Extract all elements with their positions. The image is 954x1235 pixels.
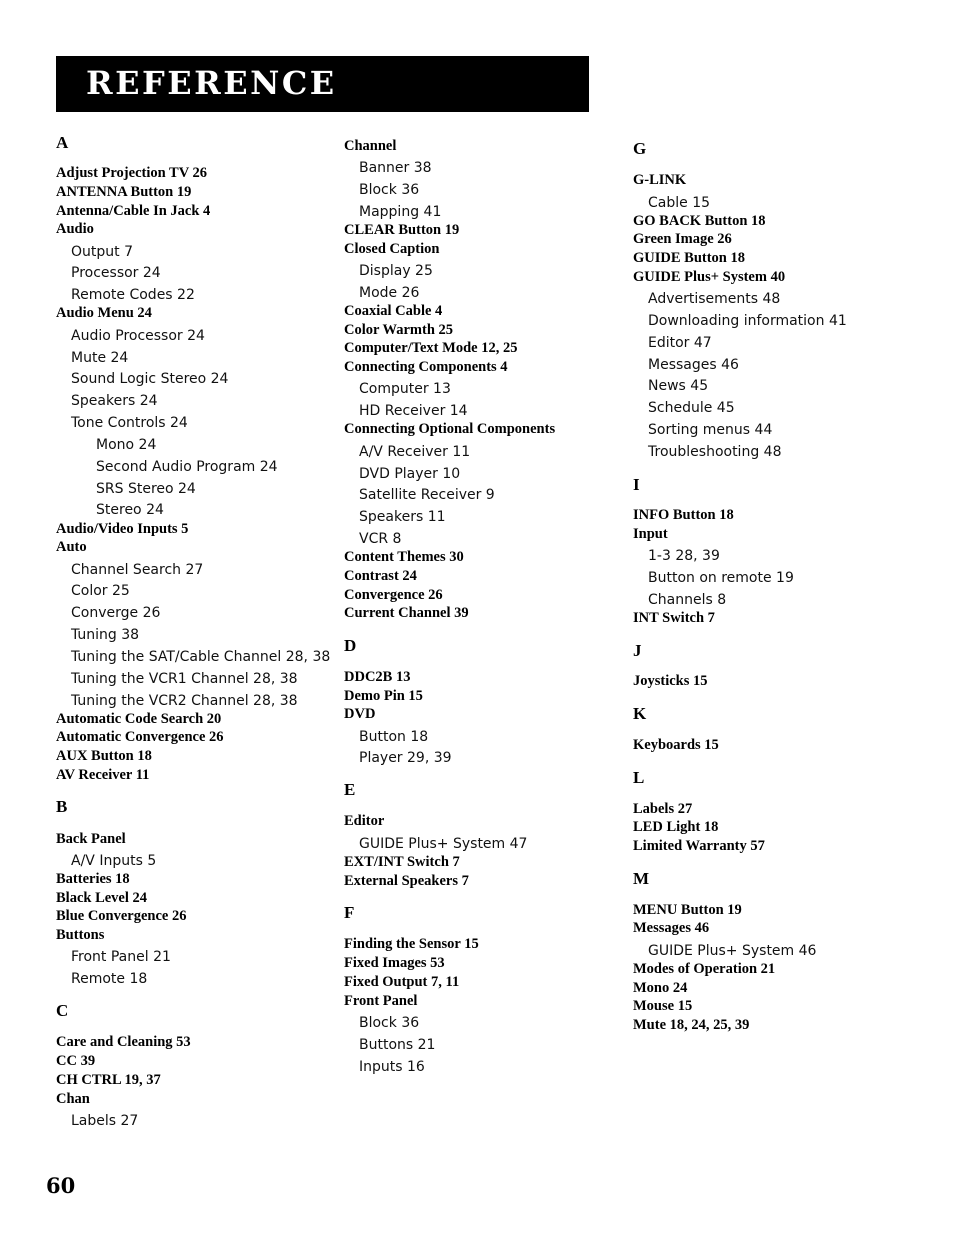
index-entry: INFO Button 18 — [633, 507, 734, 523]
index-entry: Limited Warranty 57 — [633, 838, 765, 854]
section-letter: I — [633, 475, 640, 494]
index-subentry: Tone Controls 24 — [71, 415, 188, 431]
section-letter: J — [633, 641, 642, 660]
index-entry: AUX Button 18 — [56, 748, 152, 764]
index-subentry: Remote 18 — [71, 971, 148, 987]
index-entry: CC 39 — [56, 1053, 96, 1069]
index-entry: MENU Button 19 — [633, 902, 742, 918]
index-subentry: Mode 26 — [359, 285, 420, 301]
index-subentry: Troubleshooting 48 — [648, 444, 782, 460]
index-entry: Green Image 26 — [633, 231, 732, 247]
index-subentry: News 45 — [648, 378, 709, 394]
index-subentry: Computer 13 — [359, 381, 451, 397]
index-entry: Mouse 15 — [633, 998, 693, 1014]
index-entry: Content Themes 30 — [344, 549, 464, 565]
index-entry: Adjust Projection TV 26 — [56, 165, 208, 181]
index-subentry: Player 29, 39 — [359, 750, 452, 766]
index-entry: Antenna/Cable In Jack 4 — [56, 203, 211, 219]
section-letter: B — [56, 797, 68, 816]
section-letter: D — [344, 636, 357, 655]
index-entry: AV Receiver 11 — [56, 767, 150, 783]
index-entry: Buttons — [56, 927, 105, 943]
index-subentry: Block 36 — [359, 182, 420, 198]
index-entry: Fixed Output 7, 11 — [344, 974, 460, 990]
index-subentry: Button 18 — [359, 729, 429, 745]
index-entry: Automatic Convergence 26 — [56, 729, 224, 745]
page-number: 60 — [46, 1173, 76, 1198]
index-entry: Joysticks 15 — [633, 673, 708, 689]
index-entry: Audio Menu 24 — [56, 305, 152, 321]
index-entry: Convergence 26 — [344, 587, 443, 603]
index-entry: External Speakers 7 — [344, 873, 469, 889]
index-entry: Front Panel — [344, 993, 418, 1009]
index-entry: Finding the Sensor 15 — [344, 936, 479, 952]
index-subentry: DVD Player 10 — [359, 466, 461, 482]
index-entry: CLEAR Button 19 — [344, 222, 460, 238]
index-entry: Messages 46 — [633, 920, 710, 936]
index-entry: GO BACK Button 18 — [633, 213, 766, 229]
index-entry: Contrast 24 — [344, 568, 417, 584]
index-entry: CH CTRL 19, 37 — [56, 1072, 161, 1088]
index-entry: DDC2B 13 — [344, 669, 411, 685]
index-subentry: Messages 46 — [648, 357, 739, 373]
index-subentry: Advertisements 48 — [648, 291, 781, 307]
index-subentry: Satellite Receiver 9 — [359, 487, 495, 503]
index-entry: Fixed Images 53 — [344, 955, 445, 971]
index-entry: Coaxial Cable 4 — [344, 303, 443, 319]
index-entry: GUIDE Plus+ System 40 — [633, 269, 786, 285]
section-letter: E — [344, 780, 356, 799]
index-subentry: Tuning the VCR1 Channel 28, 38 — [71, 671, 298, 687]
index-subentry: Mute 24 — [71, 350, 129, 366]
index-entry: Blue Convergence 26 — [56, 908, 187, 924]
index-entry: Editor — [344, 813, 385, 829]
index-subentry: Sound Logic Stereo 24 — [71, 371, 229, 387]
index-entry: Current Channel 39 — [344, 605, 469, 621]
index-entry: Audio/Video Inputs 5 — [56, 521, 189, 537]
index-entry: Auto — [56, 539, 87, 555]
index-subentry: SRS Stereo 24 — [96, 481, 196, 497]
section-letter: G — [633, 139, 647, 158]
index-subentry: Mono 24 — [96, 437, 157, 453]
section-letter: K — [633, 704, 647, 723]
index-entry: Computer/Text Mode 12, 25 — [344, 340, 518, 356]
index-entry: Labels 27 — [633, 801, 693, 817]
index-entry: Automatic Code Search 20 — [56, 711, 222, 727]
index-subentry: Speakers 11 — [359, 509, 446, 525]
index-entry: Care and Cleaning 53 — [56, 1034, 191, 1050]
index-subentry: Downloading information 41 — [648, 313, 847, 329]
index-entry: GUIDE Button 18 — [633, 250, 745, 266]
index-entry: Connecting Components 4 — [344, 359, 508, 375]
index-entry: Keyboards 15 — [633, 737, 719, 753]
index-subentry: Cable 15 — [648, 195, 711, 211]
index-subentry: A/V Receiver 11 — [359, 444, 471, 460]
index-subentry: Channels 8 — [648, 592, 727, 608]
index-subentry: Sorting menus 44 — [648, 422, 773, 438]
index-subentry: Processor 24 — [71, 265, 161, 281]
index-subentry: Labels 27 — [71, 1113, 139, 1129]
index-subentry: Button on remote 19 — [648, 570, 794, 586]
index-entry: Chan — [56, 1091, 90, 1107]
section-banner — [56, 56, 589, 112]
index-subentry: Second Audio Program 24 — [96, 459, 278, 475]
section-letter: L — [633, 768, 645, 787]
index-entry: EXT/INT Switch 7 — [344, 854, 460, 870]
index-subentry: A/V Inputs 5 — [71, 853, 157, 869]
index-entry: INT Switch 7 — [633, 610, 715, 626]
index-entry: Black Level 24 — [56, 890, 148, 906]
index-subentry: Remote Codes 22 — [71, 287, 195, 303]
index-subentry: Block 36 — [359, 1015, 420, 1031]
index-entry: Batteries 18 — [56, 871, 130, 887]
index-entry: Input — [633, 526, 668, 542]
index-entry: Mono 24 — [633, 980, 688, 996]
index-entry: Audio — [56, 221, 94, 237]
index-subentry: Speakers 24 — [71, 393, 158, 409]
index-entry: Back Panel — [56, 831, 126, 847]
section-letter: A — [56, 133, 69, 152]
index-subentry: VCR 8 — [359, 531, 402, 547]
index-subentry: Color 25 — [71, 583, 130, 599]
section-letter: M — [633, 869, 650, 888]
page-title: REFERENCE — [86, 64, 337, 102]
index-entry: Closed Caption — [344, 241, 440, 257]
index-subentry: HD Receiver 14 — [359, 403, 468, 419]
index-entry: DVD — [344, 706, 376, 722]
index-subentry: Output 7 — [71, 244, 133, 260]
index-subentry: Tuning the VCR2 Channel 28, 38 — [71, 693, 298, 709]
index-subentry: Editor 47 — [648, 335, 712, 351]
index-entry: Mute 18, 24, 25, 39 — [633, 1017, 750, 1033]
index-subentry: Audio Processor 24 — [71, 328, 205, 344]
index-subentry: GUIDE Plus+ System 47 — [359, 836, 528, 852]
index-subentry: Tuning 38 — [71, 627, 140, 643]
section-letter: F — [344, 903, 355, 922]
index-subentry: Banner 38 — [359, 160, 432, 176]
index-subentry: Inputs 16 — [359, 1059, 425, 1075]
index-subentry: Channel Search 27 — [71, 562, 204, 578]
index-subentry: Front Panel 21 — [71, 949, 171, 965]
index-entry: Demo Pin 15 — [344, 688, 423, 704]
index-subentry: Tuning the SAT/Cable Channel 28, 38 — [71, 649, 331, 665]
index-subentry: Schedule 45 — [648, 400, 735, 416]
index-subentry: Display 25 — [359, 263, 433, 279]
index-subentry: Mapping 41 — [359, 204, 442, 220]
section-letter: C — [56, 1001, 69, 1020]
index-entry: LED Light 18 — [633, 819, 719, 835]
index-entry: ANTENNA Button 19 — [56, 184, 192, 200]
index-entry: Color Warmth 25 — [344, 322, 454, 338]
index-subentry: Converge 26 — [71, 605, 161, 621]
index-subentry: Stereo 24 — [96, 502, 164, 518]
index-subentry: GUIDE Plus+ System 46 — [648, 943, 817, 959]
index-subentry: 1-3 28, 39 — [648, 548, 720, 564]
index-entry: Modes of Operation 21 — [633, 961, 776, 977]
index-entry: Channel — [344, 138, 397, 154]
index-entry: Connecting Optional Components — [344, 421, 556, 437]
index-entry: G-LINK — [633, 172, 687, 188]
index-subentry: Buttons 21 — [359, 1037, 436, 1053]
